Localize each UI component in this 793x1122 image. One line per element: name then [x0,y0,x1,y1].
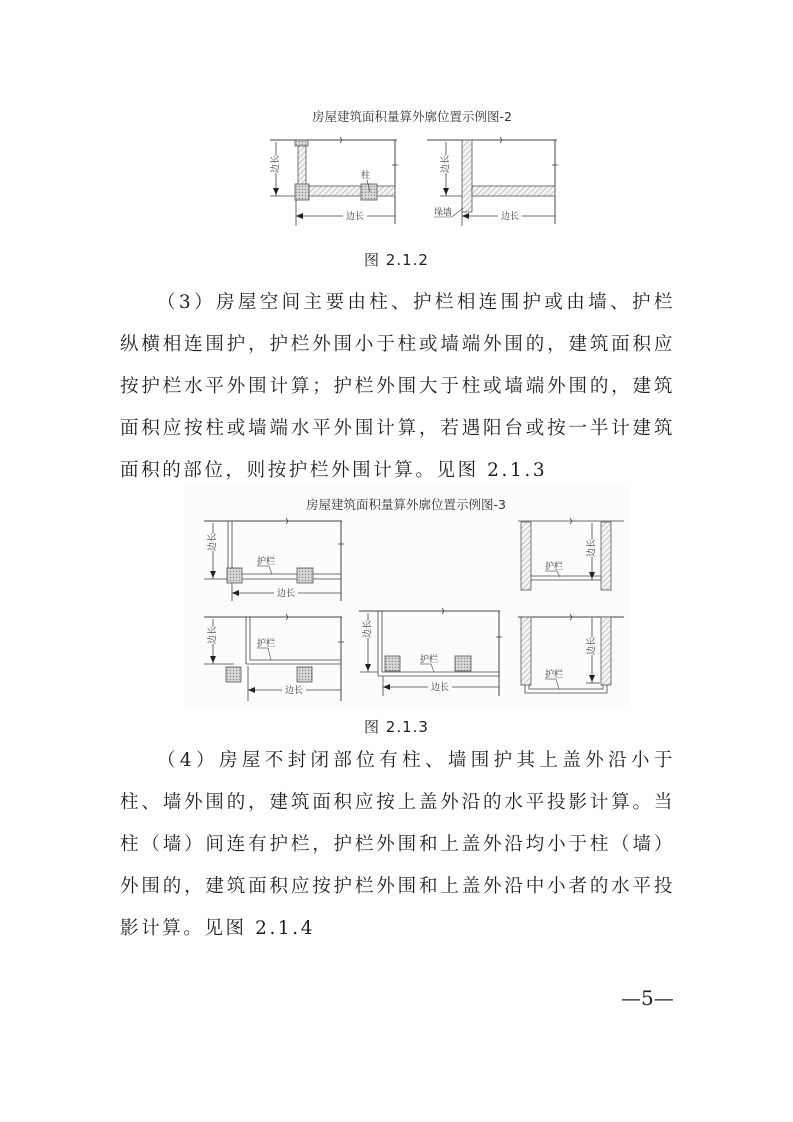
railing-label: 护栏 [420,655,439,665]
panel-pilaster-wall [427,137,558,226]
figure-title: 房屋建筑面积量算外廓位置示例图-2 [312,109,512,124]
side-length-label: 边长 [271,154,281,174]
side-length-label: 边长 [430,683,450,693]
panel-column-corner [269,137,398,226]
side-length-label: 边长 [363,619,373,639]
side-length-label: 边长 [587,636,597,656]
column-label: 柱 [361,171,371,181]
side-length-label: 边长 [587,538,597,558]
railing-label: 护栏 [545,670,564,680]
figure-caption: 图 2.1.3 [364,718,429,736]
figure-2-1-2 [262,104,562,229]
figure-2-1-3 [184,486,630,710]
pilaster-wall-label: 垛墙 [434,208,453,218]
side-length-label: 边长 [345,212,365,222]
railing-label: 护栏 [257,639,276,649]
side-length-label: 边长 [276,589,296,599]
side-length-label: 边长 [284,686,304,696]
side-length-label: 边长 [208,532,218,552]
figure-caption: 图 2.1.2 [364,251,429,269]
figure-title: 房屋建筑面积量算外廓位置示例图-3 [306,497,506,512]
page-number: —5— [621,986,674,1010]
side-length-label: 边长 [500,212,520,222]
railing-label: 护栏 [257,557,276,567]
paragraph-4: （4）房屋不封闭部位有柱、墙围护其上盖外沿小于柱、墙外围的，建筑面积应按上盖外沿的水平投影计算。当柱（墙）间连有护栏，护栏外围和上盖外沿均小于柱（墙）外围的，建筑面积应按护栏外围和上盖外沿中小者的水平投影计算。见图 2.1.4 [120,750,675,939]
side-length-label: 边长 [208,625,218,645]
railing-label: 护栏 [545,562,564,572]
side-length-label: 边长 [441,154,451,174]
paragraph-3: （3）房屋空间主要由柱、护栏相连围护或由墙、护栏纵横相连围护，护栏外围小于柱或墙端外围的，建筑面积应按护栏水平外围计算；护栏外围大于柱或墙端外围的，建筑面积应按柱或墙端水平外围计算，若遇阳台或按一半计建筑面积的部位，则按护栏外围计算。见图 2.1.3 [120,292,675,481]
